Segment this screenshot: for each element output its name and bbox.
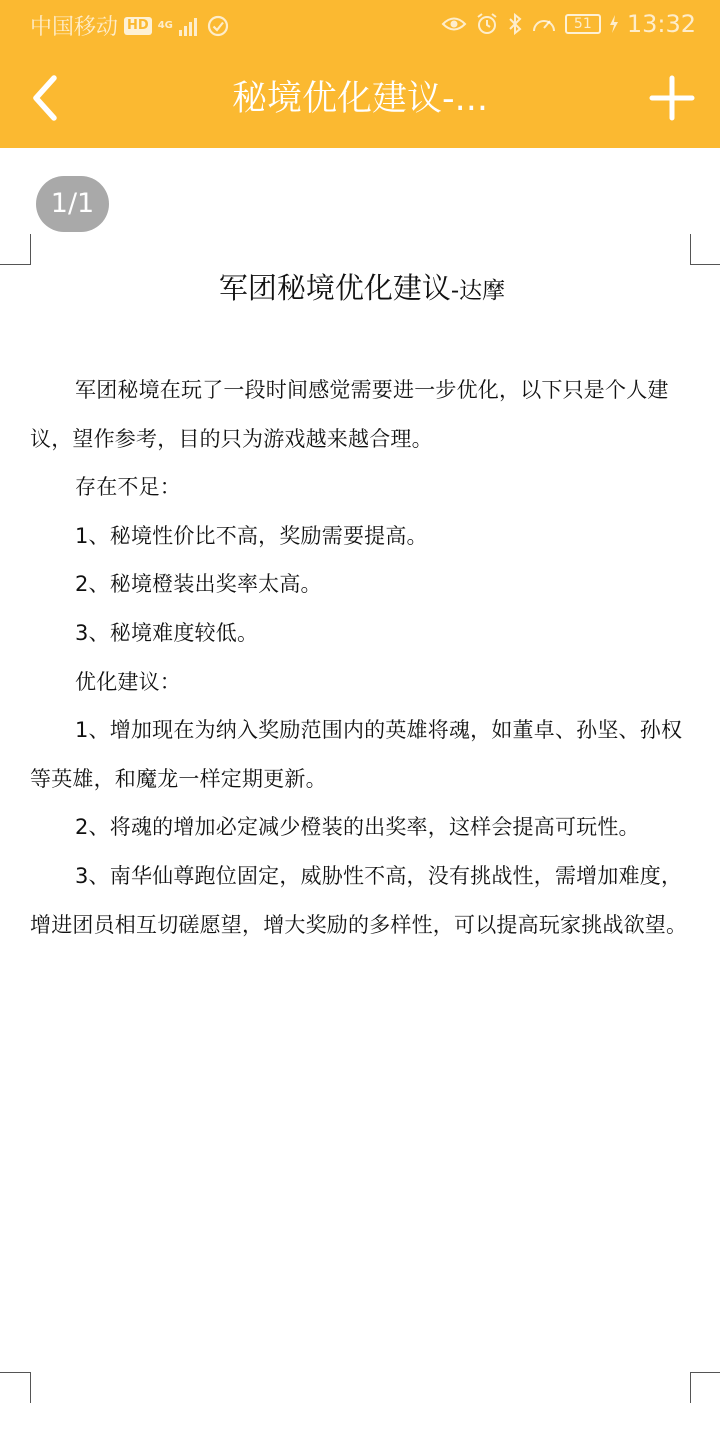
document-body: [30, 260, 694, 949]
paragraph: 3、南华仙尊跑位固定，威胁性不高，没有挑战性，需增加难度，增进团员相互切磋愿望，增大奖励的多样性，可以提高玩家挑战欲望。: [30, 863, 688, 937]
bluetooth-icon: [507, 12, 523, 36]
paragraph: 3、秘境难度较低。: [75, 620, 259, 645]
page-corner-mark: [0, 1372, 31, 1403]
status-left: [30, 10, 230, 41]
app-header: [0, 50, 720, 148]
paragraph: 2、将魂的增加必定减少橙装的出奖率，这样会提高可玩性。: [75, 815, 640, 840]
page-corner-mark: [690, 234, 720, 265]
charging-icon: [609, 14, 619, 34]
page-corner-mark: [0, 234, 31, 265]
signal-icon: [178, 16, 200, 36]
add-button[interactable]: [646, 72, 698, 124]
check-circle-icon: [206, 14, 230, 38]
back-button[interactable]: [22, 70, 72, 126]
page-indicator: 1/1: [36, 176, 109, 232]
network-type: 4G: [157, 19, 173, 31]
status-right: [441, 10, 696, 38]
page-title: 秘境优化建议-...: [231, 79, 488, 119]
document-title-text: 军团秘境优化建议: [218, 271, 451, 305]
status-bar: [0, 0, 720, 50]
alarm-icon: [475, 12, 499, 36]
plus-icon: [646, 72, 698, 124]
status-time: 13:32: [626, 10, 696, 38]
paragraph: 存在不足：: [75, 475, 181, 500]
speedometer-icon: [531, 13, 557, 35]
battery-indicator: 51: [565, 14, 601, 34]
top-bar: [0, 0, 720, 148]
document-author: -达摩: [450, 278, 506, 304]
paragraph: 军团秘境在玩了一段时间感觉需要进一步优化，以下只是个人建议，望作参考，目的只为游戏越来越合理。: [30, 378, 669, 451]
chevron-left-icon: [22, 70, 72, 126]
paragraph: 优化建议：: [75, 669, 181, 694]
paragraph: 1、增加现在为纳入奖励范围内的英雄将魂，如董卓、孙坚、孙权等英雄，和魔龙一样定期更新。: [30, 718, 683, 791]
carrier-label: 中国移动: [30, 15, 119, 40]
page-corner-mark: [690, 1372, 720, 1403]
document-title: [30, 260, 694, 316]
hd-badge: HD: [124, 17, 152, 35]
paragraph: 1、秘境性价比不高，奖励需要提高。: [75, 523, 428, 548]
eye-icon: [441, 14, 467, 34]
paragraph: 2、秘境橙装出奖率太高。: [75, 572, 322, 597]
